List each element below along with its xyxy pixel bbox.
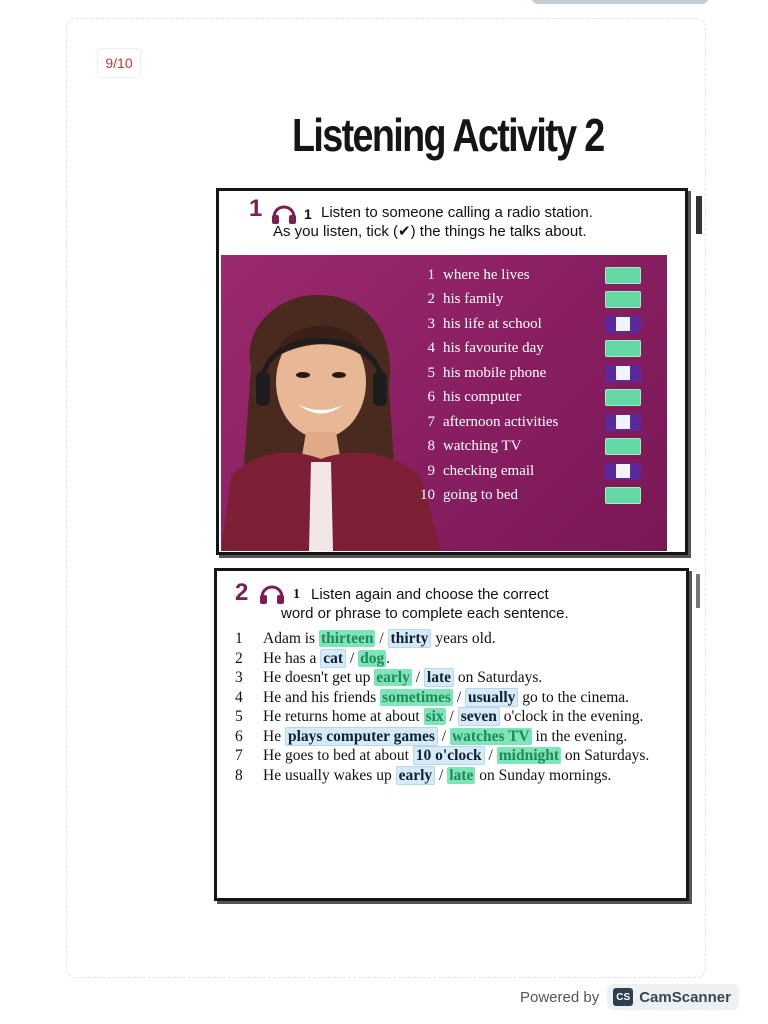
checklist-item: 7 afternoon activities (411, 410, 661, 435)
camscanner-logo-icon: CS (613, 988, 633, 1006)
checklist-item: 4 his favourite day (411, 337, 661, 362)
sentence-number: 2 (235, 649, 243, 667)
sentence-fragment: He (263, 727, 285, 745)
exercise-2-instruction (281, 585, 691, 623)
sentence-fragment: years old. (431, 630, 496, 647)
sentence-row (235, 727, 675, 747)
tick-checkbox[interactable] (605, 438, 641, 455)
sentence-text (263, 746, 675, 766)
sentence-fragment: Adam is (263, 630, 319, 647)
camscanner-badge[interactable] (607, 984, 739, 1010)
track-number: 1 (304, 206, 312, 222)
sentence-fragment: / (411, 669, 424, 686)
sentence-fragment: / (346, 649, 359, 667)
camscanner-brand: CamScanner (639, 988, 731, 1006)
answer-option[interactable]: late (424, 668, 454, 687)
sentence-fragment: He and his friends (263, 688, 381, 706)
sentence-row (235, 746, 675, 766)
answer-option-highlighted[interactable]: late (449, 766, 474, 784)
sentence-fragment: o'clock in the evening. (499, 708, 644, 725)
tick-checkbox[interactable] (605, 487, 641, 504)
checklist-item: 5 his mobile phone (411, 361, 661, 386)
tick-checkbox[interactable] (605, 316, 641, 333)
sentence-fragment: / (435, 766, 448, 784)
sentence-row (235, 649, 675, 669)
answer-option-highlighted[interactable]: thirteen (320, 630, 374, 647)
sentence-number: 4 (235, 688, 243, 706)
instruction-line-2: word or phrase to complete each sentence. (281, 605, 569, 622)
exercise-number: 1 (249, 195, 263, 222)
page-title: Listening Activity 2 (292, 109, 604, 161)
checklist-item: 2 his family (411, 288, 661, 313)
person-with-headphones-image (221, 287, 441, 551)
sentence-fragment: He doesn't get up (263, 669, 375, 686)
tick-checkbox[interactable] (605, 291, 641, 308)
checklist-item: 10 going to bed (411, 484, 661, 509)
track-number: 1 (293, 587, 300, 602)
sentence-fragment: go to the cinema. (518, 688, 630, 706)
sentence-text (263, 649, 675, 669)
sentence-row (235, 629, 675, 649)
tick-checkbox[interactable] (605, 389, 641, 406)
footer-watermark (520, 984, 739, 1010)
checklist-item: 9 checking email (411, 459, 661, 484)
checklist-item: 3 his life at school (411, 312, 661, 337)
instruction-line-1: Listen to someone calling a radio station. (321, 204, 593, 221)
answer-option[interactable]: seven (458, 707, 500, 726)
sentence-text (263, 668, 675, 688)
checklist (411, 263, 661, 508)
answer-option-highlighted[interactable]: watches TV (451, 727, 530, 745)
sentence-fragment: He has a (263, 649, 321, 667)
page-edge-mark (696, 574, 700, 608)
answer-option-highlighted[interactable]: sometimes (382, 688, 451, 706)
tick-checkbox[interactable] (605, 365, 641, 382)
page-indicator: 9/10 (97, 48, 141, 78)
exercise-2-box (214, 568, 689, 901)
tick-checkbox[interactable] (605, 463, 641, 480)
sentence-number: 5 (235, 708, 243, 725)
sentence-fragment: on Sunday mornings. (475, 766, 612, 784)
sentence-fragment: on Saturdays. (561, 747, 650, 764)
sentence-text (263, 629, 675, 649)
checklist-item: 1 where he lives (411, 263, 661, 288)
answer-option[interactable]: plays computer games (285, 727, 438, 746)
sentence-row (235, 707, 675, 727)
instruction-line-2: As you listen, tick (✔) the things he talks about. (273, 223, 587, 240)
answer-option-highlighted[interactable]: dog (360, 649, 385, 667)
answer-option-highlighted[interactable]: six (425, 708, 444, 725)
sentence-fragment: on Saturdays. (454, 669, 543, 686)
sentence-number: 3 (235, 669, 243, 686)
sentence-fragment: in the evening. (531, 727, 628, 745)
top-scroll-pill[interactable] (532, 0, 708, 4)
sentence-row (235, 766, 675, 786)
tick-checkbox[interactable] (605, 414, 641, 431)
answer-option-highlighted[interactable]: midnight (498, 747, 560, 764)
answer-option[interactable]: early (396, 766, 436, 785)
answer-option[interactable]: cat (320, 649, 346, 668)
sentence-fragment: / (452, 688, 466, 706)
sentence-text (263, 707, 675, 727)
sentence-fragment: He goes to bed at about (263, 747, 413, 764)
sentence-list (235, 629, 675, 785)
sentence-fragment: / (445, 708, 458, 725)
answer-option-highlighted[interactable]: early (376, 669, 410, 686)
tick-checkbox[interactable] (605, 267, 641, 284)
sentence-number: 1 (235, 630, 243, 647)
exercise-1-box (216, 188, 688, 555)
tick-checkbox[interactable] (605, 340, 641, 357)
sentence-row (235, 688, 675, 708)
sentence-number: 8 (235, 766, 243, 784)
photo-panel (221, 255, 667, 551)
sentence-text (263, 727, 675, 747)
headphones-icon (259, 583, 285, 605)
sentence-fragment: He returns home at about (263, 708, 424, 725)
exercise-number: 2 (235, 579, 249, 606)
page-edge-mark (696, 196, 702, 234)
checklist-item: 6 his computer (411, 386, 661, 411)
sentence-fragment: . (386, 649, 391, 667)
sentence-fragment: / (375, 630, 388, 647)
sentence-fragment: / (484, 747, 497, 764)
powered-by-label: Powered by (520, 988, 600, 1006)
sentence-number: 7 (235, 747, 243, 764)
sentence-fragment: He usually wakes up (263, 766, 396, 784)
sentence-text (263, 766, 675, 786)
answer-option[interactable]: 10 o'clock (413, 746, 485, 765)
sentence-text (263, 688, 675, 708)
sentence-row (235, 668, 675, 688)
checklist-item: 8 watching TV (411, 435, 661, 460)
answer-option[interactable]: usually (465, 688, 518, 707)
sentence-fragment: / (437, 727, 450, 745)
instruction-line-1: Listen again and choose the correct (311, 586, 549, 603)
sentence-number: 6 (235, 727, 243, 745)
answer-option[interactable]: thirty (388, 629, 432, 648)
